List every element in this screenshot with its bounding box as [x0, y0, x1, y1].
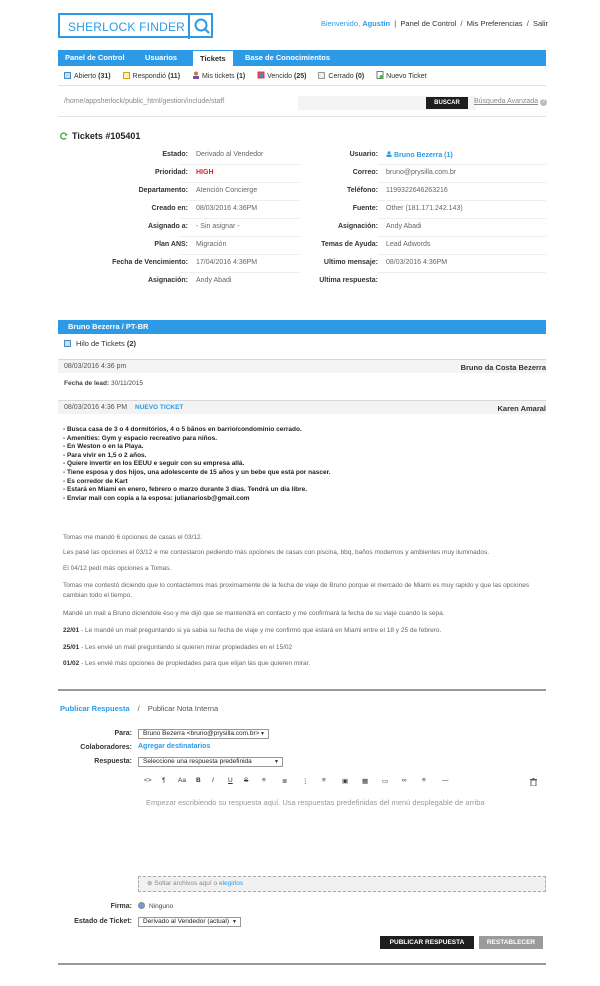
italic-button[interactable]: I — [212, 777, 214, 784]
reset-button[interactable]: RESTABLECER — [479, 936, 543, 949]
nav-preferences-link[interactable]: Mis Preferencias — [466, 19, 523, 28]
path-bar — [58, 96, 546, 110]
tab-panel[interactable]: Panel de Control — [65, 53, 125, 62]
source-value: Other (181.171.242.143) — [386, 205, 463, 212]
info-label: Prioridad: — [154, 169, 188, 176]
welcome-prefix: Bienvenido, — [320, 19, 361, 28]
thread-entry-header — [58, 359, 546, 373]
divider — [180, 254, 300, 255]
outdent-button[interactable]: ≡ — [322, 777, 326, 784]
divider — [180, 218, 300, 219]
info-label: Teléfono: — [347, 187, 378, 194]
phone-value: 1199322646263216 — [386, 187, 448, 194]
message-paragraph — [63, 643, 533, 653]
divider — [180, 164, 300, 165]
help-topic-value: Lead Adwords — [386, 241, 431, 248]
divider — [378, 272, 546, 273]
subnav-label: Respondió — [132, 73, 167, 80]
lead-date-label: Fecha de lead: — [64, 380, 110, 387]
subnav-count: (25) — [294, 73, 307, 80]
info-label: Asignación: — [337, 223, 378, 230]
subnav-open[interactable] — [64, 71, 111, 80]
indent-button[interactable]: ⋮ — [302, 778, 309, 785]
user-icon — [386, 151, 392, 157]
bullet-line: - Estará en Miami en enero, febrero o marzo durante 3 días. Tendrá un día libre. — [63, 486, 308, 494]
info-label: Asignación: — [147, 277, 188, 284]
divider — [180, 182, 300, 183]
paragraph-text: - Le mandé un mail preguntando si ya sabia su fecha de viaje y me confirmó que estará en Miami entre el 18 y 25 de febrero. — [79, 627, 442, 634]
horizontal-rule-button[interactable]: — — [442, 777, 449, 784]
strike-button[interactable]: S — [244, 777, 249, 784]
status-value: Derivado al Vendedor — [196, 151, 264, 158]
divider — [378, 254, 546, 255]
overdue-icon — [257, 71, 265, 79]
header-nav: Bienvenido, Agustín | Panel de Control / Mis Preferencias / Salir — [320, 19, 548, 28]
canned-response-select[interactable]: Seleccione una respuesta predefinida ▼ — [138, 757, 283, 767]
info-label: Departamento: — [138, 187, 188, 194]
paragraph-text: - Les envié más opciones de propiedades para que elijan las que quieren mirar. — [79, 660, 311, 667]
divider — [378, 218, 546, 219]
search-icon — [191, 15, 213, 37]
subnav-count: (0) — [355, 73, 365, 80]
divider — [180, 272, 300, 273]
to-label: Para: — [114, 730, 132, 737]
info-label: Usuario: — [349, 151, 378, 158]
add-recipients-link[interactable]: Agregar destinatarios — [138, 743, 211, 750]
to-select[interactable]: Bruno Bezerra <bruno@prysilla.com.br> ▼ — [138, 729, 269, 739]
entry-tag: NUEVO TICKET — [135, 404, 184, 411]
bullet-line: - Enviar mail con copia a la esposa: julianariosb@gmail.com — [63, 494, 250, 502]
thread-count[interactable] — [64, 339, 136, 348]
paragraph-date: 01/02 — [63, 660, 80, 667]
priority-value: HIGH — [196, 169, 214, 176]
editor-toolbar — [138, 775, 546, 789]
paragraph-date: 22/01 — [63, 627, 80, 634]
ordered-list-button[interactable]: ≣ — [282, 778, 288, 785]
info-label: Estado: — [162, 151, 188, 158]
paragraph-text: - Les envié un mail preguntando si quieren mirar propiedades en el 15/02 — [79, 644, 293, 651]
tab-knowledge-base[interactable]: Base de Conocimientos — [245, 53, 331, 62]
answered-icon — [123, 71, 131, 79]
created-value: 08/03/2016 4:36PM — [196, 205, 258, 212]
nav-panel-link[interactable]: Panel de Control — [400, 19, 457, 28]
file-dropzone[interactable] — [138, 876, 546, 892]
message-paragraph — [63, 659, 533, 669]
subnav-label: Mis tickets — [201, 73, 235, 80]
assignment-value: Andy Abadi — [196, 277, 232, 284]
signature-radio[interactable] — [138, 902, 145, 909]
bullet-line: - Amenities: Gym y espacio recreativo para niños. — [63, 434, 218, 442]
response-label: Respuesta: — [94, 758, 132, 765]
subnav-count: (1) — [236, 73, 246, 80]
refresh-icon[interactable] — [60, 132, 68, 140]
main-tabs — [58, 50, 546, 66]
paragraph-text: Tomas me mandó 6 opciones de casas el 03/12. — [63, 534, 203, 541]
divider — [180, 236, 300, 237]
entry-author: Karen Amaral — [497, 404, 546, 413]
search-submit-button[interactable]: BUSCAR — [426, 97, 468, 109]
paragraph-button[interactable]: ¶ — [162, 777, 166, 784]
subnav-label: Cerrado — [328, 73, 354, 80]
subnav-closed[interactable] — [318, 71, 364, 80]
link-button[interactable]: ∞ — [402, 777, 407, 784]
ticket-title — [60, 131, 140, 141]
thread-count-value: (2) — [126, 339, 137, 348]
paperclip-icon: ⊕ — [147, 880, 155, 887]
subnav-overdue[interactable] — [257, 71, 306, 80]
subnav-count: (31) — [98, 73, 111, 80]
ticket-subnav — [64, 71, 437, 81]
search-box[interactable] — [58, 13, 213, 38]
due-date-value: 17/04/2016 4:36PM — [196, 259, 258, 266]
assigned-value: - Sin asignar - — [196, 223, 240, 230]
paragraph-text: Les pasé las opciones el 03/12 e me contestaron pediendo más opciones de casas con piscina, bbq, baños modernos y ambientes muy iluminados. — [63, 549, 490, 556]
info-label: Creado en: — [151, 205, 188, 212]
choose-files-link[interactable]: elegirlos — [218, 880, 244, 887]
header — [58, 13, 548, 39]
bullet-line: - Busca casa de 3 o 4 dormitórios, 4 o 5 bãnos en barrio/condominio cerrado. — [63, 426, 302, 433]
subnav-mine[interactable] — [192, 71, 245, 80]
nav-logout-link[interactable]: Salir — [532, 19, 548, 28]
reply-editor[interactable] — [138, 790, 546, 874]
lead-date — [64, 380, 143, 387]
advanced-search-link[interactable]: Búsqueda Avanzada — [474, 98, 539, 105]
help-icon[interactable]: ? — [540, 99, 547, 106]
subnav-label: Vencido — [267, 73, 293, 80]
signature-label: Firma: — [110, 903, 132, 910]
department-value: Atención Concierge — [196, 187, 258, 194]
info-label: Plan ANS: — [154, 241, 188, 248]
bullet-line: - Quiere invertir en los EEUU e seguir con su empresa allá. — [63, 460, 245, 468]
info-label: Asignado a: — [147, 223, 188, 230]
message-paragraph — [63, 564, 533, 574]
divider — [58, 963, 546, 965]
info-label: Ultima respuesta: — [319, 277, 378, 284]
paragraph-text: Tomas me contestó diciendo que lo contactemos mas proximamente de la fecha de viaje de Bruno porque el mercado de Miami es muy rapido y que las opciones cambian todo el tiempo. — [63, 582, 530, 599]
paragraph-text: El 04/12 pedí más opciones a Tomas. — [63, 565, 172, 572]
bullet-line: - Es corredor de Kart — [63, 477, 128, 485]
ticket-number: Tickets #105401 — [72, 131, 141, 141]
subnav-new-ticket[interactable] — [376, 71, 426, 80]
divider — [58, 116, 546, 117]
thread-count-label: Hilo de Tickets — [76, 339, 125, 348]
user-link[interactable] — [386, 151, 453, 159]
path-text: /home/appsherlock/public_html/gestion/include/staff — [64, 98, 225, 105]
ticket-status-label: Estado de Ticket: — [74, 918, 132, 925]
align-button[interactable]: ≡ — [422, 777, 426, 784]
reply-tabs — [60, 704, 218, 713]
entry-date: 08/03/2016 4:36 PM — [64, 404, 128, 411]
paragraph-text: Mandé un mail a Bruno diciendole éso y me dijó que se mantendrá en contacto y me confirmará la fecha de su viaje cuando la sepa. — [63, 610, 445, 617]
assignment-value: Andy Abadi — [386, 223, 422, 230]
underline-button[interactable]: U — [228, 777, 233, 784]
collaborators-label: Colaboradores: — [80, 744, 132, 751]
divider — [378, 236, 546, 237]
logo: SHERLOCK FINDER — [68, 20, 186, 34]
divider — [378, 182, 546, 183]
open-icon — [64, 71, 72, 79]
user-value: Bruno Bezerra (1) — [394, 152, 453, 159]
divider — [378, 200, 546, 201]
message-paragraph — [63, 581, 533, 600]
info-label: Ultimo mensaje: — [323, 259, 378, 266]
last-message-value: 08/03/2016 4:36PM — [386, 259, 448, 266]
subnav-answered[interactable] — [123, 71, 180, 80]
email-value: bruno@prysilla.com.br — [386, 169, 457, 176]
bullet-line: - En Weston o en la Playa. — [63, 443, 144, 451]
tab-tickets[interactable]: Tickets — [192, 50, 234, 66]
info-label: Correo: — [352, 169, 378, 176]
tab-users[interactable]: Usuarios — [145, 53, 178, 62]
font-button[interactable]: Aa — [178, 777, 186, 784]
unordered-list-button[interactable]: ≡ — [262, 777, 266, 784]
thread-icon — [64, 339, 72, 347]
bold-button[interactable]: B — [196, 777, 201, 784]
message-bullets — [63, 426, 331, 503]
bullet-line: - Tiene esposa y dos hijos, una adolescente de 15 años y un bebe que está por nascer. — [63, 468, 331, 476]
info-label: Temas de Ayuda: — [321, 241, 378, 248]
submit-reply-button[interactable]: PUBLICAR RESPUESTA — [380, 936, 474, 949]
lead-date-value: 30/11/2015 — [110, 380, 144, 387]
message-paragraph — [63, 609, 533, 619]
thread-header: Bruno Bezerra / PT-BR — [58, 320, 546, 334]
search-button[interactable] — [188, 14, 212, 39]
table-button[interactable]: ▦ — [362, 778, 369, 785]
info-row — [58, 277, 300, 293]
subnav-label: Nuevo Ticket — [386, 73, 427, 80]
divider — [378, 164, 546, 165]
tab-post-reply[interactable]: Publicar Respuesta — [60, 704, 130, 713]
ticket-status-select[interactable]: Derivado al Vendedor (actual) ▼ — [138, 917, 241, 927]
code-view-button[interactable]: <> — [144, 777, 152, 784]
message-paragraph — [63, 626, 533, 636]
video-button[interactable]: ▭ — [382, 778, 389, 785]
paragraph-date: 25/01 — [63, 644, 80, 651]
divider — [58, 85, 546, 86]
user-icon — [192, 71, 200, 79]
tab-post-internal-note[interactable]: Publicar Nota Interna — [147, 704, 219, 713]
trash-icon[interactable] — [530, 778, 537, 786]
info-label: Fuente: — [352, 205, 378, 212]
signature-value: Ninguno — [149, 903, 174, 910]
bullet-line: - Para vivir en 1,5 o 2 años. — [63, 451, 147, 459]
entry-author: Bruno da Costa Bezerra — [460, 363, 546, 372]
sla-value: Migración — [196, 241, 227, 248]
tab-separator: / — [137, 704, 140, 713]
new-ticket-icon — [376, 71, 384, 79]
entry-date: 08/03/2016 4:36 pm — [64, 363, 127, 370]
thread-entry-header — [58, 400, 546, 414]
divider — [58, 689, 546, 691]
message-paragraph — [63, 548, 533, 558]
subnav-count: (11) — [167, 73, 181, 80]
divider — [180, 200, 300, 201]
info-label: Fecha de Vencimiento: — [112, 259, 188, 266]
subnav-label: Abierto — [74, 73, 97, 80]
user-name[interactable]: Agustín — [362, 19, 391, 28]
editor-placeholder: Empezar escribiendo su respuesta aquí. Usa respuestas predefinidas del menú desplegable de arriba — [146, 798, 485, 807]
image-button[interactable]: ▣ — [342, 778, 349, 785]
dropzone-text: Soltar archivos aquí o — [154, 880, 218, 887]
closed-icon — [318, 71, 326, 79]
info-row — [300, 277, 546, 293]
message-paragraph — [63, 533, 533, 543]
